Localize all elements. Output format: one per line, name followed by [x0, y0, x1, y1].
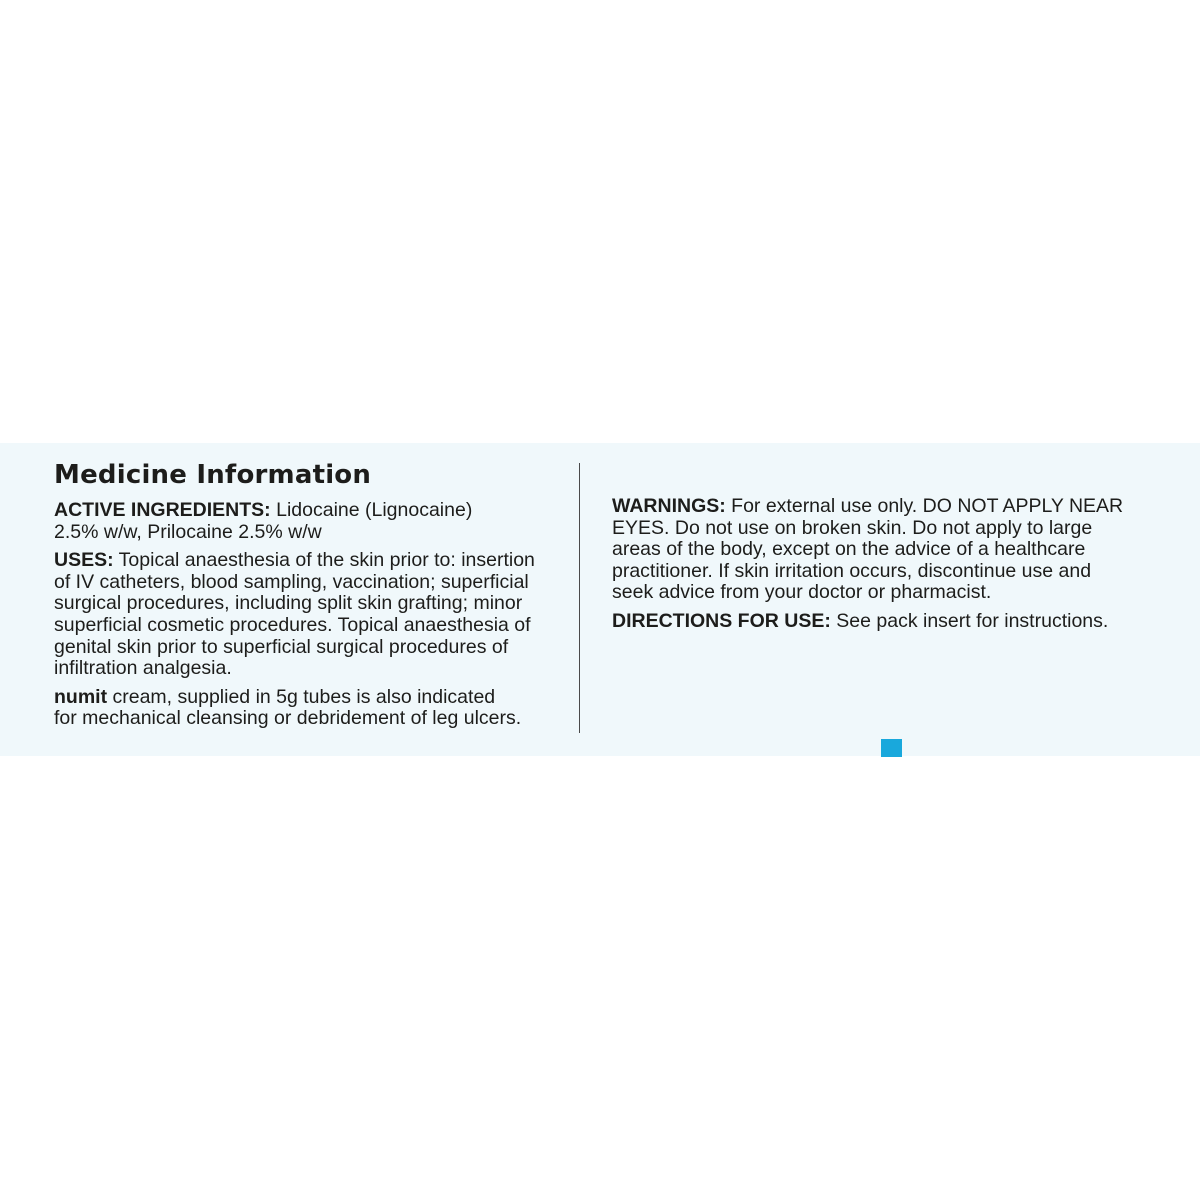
panel-title: Medicine Information [54, 460, 372, 490]
numit-section [54, 687, 564, 730]
active-ingredients-label: ACTIVE INGREDIENTS: [54, 499, 271, 521]
uses-line-6: infiltration analgesia. [54, 657, 232, 680]
warnings-section [612, 496, 1172, 604]
uses-line-1: Topical anaesthesia of the skin prior to: insertion [113, 549, 535, 572]
numit-line-1: cream, supplied in 5g tubes is also indicated [107, 685, 496, 708]
uses-label: USES: [54, 549, 114, 572]
uses-line-5: genital skin prior to superficial surgical procedures of [54, 635, 509, 658]
column-divider [579, 463, 580, 733]
directions-label: DIRECTIONS FOR USE: [612, 609, 831, 632]
uses-section [54, 550, 564, 680]
right-column [612, 496, 1172, 640]
numit-brand: numit [54, 685, 108, 708]
active-ingredients-text-1: Lidocaine (Lignocaine) [270, 499, 473, 521]
uses-line-2: of IV catheters, blood sampling, vaccination; superficial [54, 570, 529, 593]
warnings-line-3: areas of the body, except on the advice of a healthcare [612, 538, 1086, 561]
numit-line-2: for mechanical cleansing or debridement of leg ulcers. [54, 707, 522, 730]
warnings-line-1: For external use only. DO NOT APPLY NEAR [725, 495, 1124, 517]
active-ingredients-section [54, 500, 564, 543]
accent-square [881, 739, 902, 757]
uses-line-4: superficial cosmetic procedures. Topical anaesthesia of [54, 613, 531, 636]
uses-line-3: surgical procedures, including split skin grafting; minor [54, 592, 523, 615]
active-ingredients-text-2: 2.5% w/w, Prilocaine 2.5% w/w [54, 520, 322, 543]
directions-section [612, 611, 1172, 633]
warnings-line-5: seek advice from your doctor or pharmacist. [612, 581, 992, 604]
directions-text: See pack insert for instructions. [830, 609, 1109, 632]
left-column [54, 459, 564, 737]
warnings-line-4: practitioner. If skin irritation occurs, discontinue use and [612, 559, 1092, 582]
warnings-label: WARNINGS: [612, 495, 726, 517]
warnings-line-2: EYES. Do not use on broken skin. Do not apply to large [612, 516, 1093, 539]
